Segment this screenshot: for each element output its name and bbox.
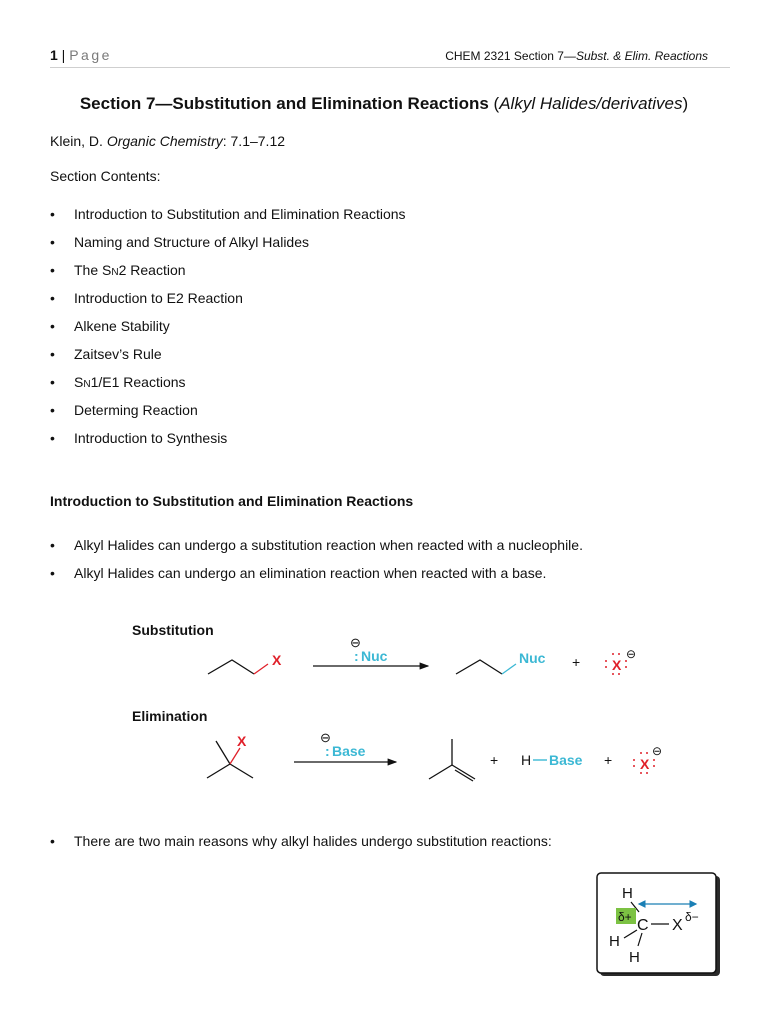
nucleophile-label: Nuc: [361, 648, 388, 664]
negative-charge: ⊖: [350, 635, 361, 650]
c-x-bond: [230, 748, 240, 764]
list-item-text: Alkyl Halides can undergo an elimination reaction when reacted with a base.: [74, 565, 547, 581]
carbon: C: [637, 917, 649, 934]
bullet: •: [50, 565, 55, 581]
negative-charge: ⊖: [626, 647, 637, 661]
c-x-bond: [254, 664, 268, 674]
negative-charge: ⊖: [652, 744, 663, 758]
list-item-text: Naming and Structure of Alkyl Halides: [74, 234, 309, 250]
list-item: [50, 429, 406, 457]
hydrogen: H: [521, 752, 532, 768]
page-separator: |: [57, 47, 70, 63]
hydrogen-left: H: [609, 933, 620, 950]
list-item-text: Introduction to Substitution and Elimination Reactions: [74, 206, 406, 222]
bullet: •: [50, 402, 55, 418]
reasons-bullets: [50, 832, 552, 860]
list-item-subscript: N: [83, 379, 91, 390]
base-label: Base: [332, 743, 366, 759]
reference-chapters: : 7.1–7.12: [222, 133, 286, 149]
list-item: [50, 289, 406, 317]
list-item-text: Alkyl Halides can undergo a substitution reaction when reacted with a nucleophile.: [74, 537, 583, 553]
halide-x: X: [237, 733, 247, 749]
halide-x: X: [272, 652, 282, 668]
bullet: •: [50, 346, 55, 362]
list-item: [50, 401, 406, 429]
reference-author: Klein, D.: [50, 133, 107, 149]
list-item-text-end: 1/E1 Reactions: [90, 374, 186, 390]
propyl-chain: [208, 660, 254, 674]
tbutyl-bond: [230, 764, 253, 778]
product-nucleophile: Nuc: [519, 650, 546, 666]
list-item: [50, 233, 406, 261]
plus-sign: +: [572, 654, 581, 670]
bullet: •: [50, 374, 55, 390]
list-item: [50, 832, 552, 860]
page-number: 1: [50, 47, 58, 63]
textbook-reference: [50, 133, 285, 149]
reaction-scheme: [0, 610, 768, 800]
section-heading: Introduction to Substitution and Elimination Reactions: [50, 493, 414, 509]
elimination-label: Elimination: [132, 708, 208, 724]
substitution-label: Substitution: [132, 622, 214, 638]
plus-sign: +: [604, 752, 613, 768]
list-item-text-end: 2 Reaction: [118, 262, 186, 278]
course-topic: Subst. & Elim. Reactions: [575, 49, 708, 63]
page-title: [0, 94, 768, 114]
title-main: Section 7—Substitution and Elimination Reactions: [79, 94, 489, 113]
list-item-subscript: N: [111, 267, 119, 278]
header-divider: [50, 67, 730, 68]
intro-bullets: [50, 536, 583, 592]
list-item-text: The S: [74, 262, 112, 278]
hydrogen-top: H: [622, 885, 633, 902]
list-item-text: Determing Reaction: [74, 402, 198, 418]
hydrogen-bottom: H: [629, 949, 640, 966]
delta-minus: δ−: [685, 910, 699, 924]
reference-book: Organic Chemistry: [106, 133, 223, 149]
bullet: •: [50, 290, 55, 306]
list-item-text: There are two main reasons why alkyl halides undergo substitution reactions:: [74, 833, 552, 849]
negative-charge: ⊖: [320, 730, 331, 745]
bullet: •: [50, 206, 55, 222]
alkene-double-bond: [452, 765, 475, 779]
halide-ion: X: [612, 657, 622, 673]
bullet: •: [50, 833, 55, 849]
list-item: [50, 345, 406, 373]
bullet: •: [50, 318, 55, 334]
bullet: •: [50, 262, 55, 278]
c-nuc-bond: [502, 664, 516, 674]
contents-label: Section Contents:: [50, 168, 161, 184]
list-item: [50, 205, 406, 233]
title-italic: Alkyl Halides/derivatives: [499, 94, 683, 113]
tbutyl-bond: [216, 741, 230, 764]
page-number-header: [50, 47, 112, 63]
list-item-text: Introduction to E2 Reaction: [74, 290, 243, 306]
delta-plus: δ+: [618, 910, 632, 924]
list-item-text: S: [74, 374, 84, 390]
list-item-text: Zaitsev’s Rule: [74, 346, 162, 362]
lone-pair: :: [325, 743, 330, 759]
page-word: Page: [69, 47, 112, 63]
bullet: •: [50, 430, 55, 446]
propyl-chain: [456, 660, 502, 674]
course-code: CHEM 2321 Section 7—: [445, 49, 576, 63]
alkene-bond: [429, 765, 452, 779]
running-header: [445, 49, 708, 63]
plus-sign: +: [490, 752, 499, 768]
tbutyl-bond: [207, 764, 230, 778]
conjugate-acid-base: Base: [549, 752, 583, 768]
title-paren-close: ): [682, 94, 689, 113]
halide-ion: X: [640, 756, 650, 772]
list-item-text: Introduction to Synthesis: [74, 430, 228, 446]
title-paren-open: (: [488, 94, 500, 113]
list-item: [50, 317, 406, 345]
list-item: [50, 564, 583, 592]
bullet: •: [50, 537, 55, 553]
halide-x: X: [672, 917, 683, 934]
list-item: [50, 261, 406, 289]
list-item: [50, 536, 583, 564]
lone-pair: :: [354, 648, 359, 664]
dipole-diagram: [594, 870, 724, 980]
section-contents-list: [50, 205, 406, 457]
list-item: [50, 373, 406, 401]
list-item-text: Alkene Stability: [74, 318, 170, 334]
bullet: •: [50, 234, 55, 250]
